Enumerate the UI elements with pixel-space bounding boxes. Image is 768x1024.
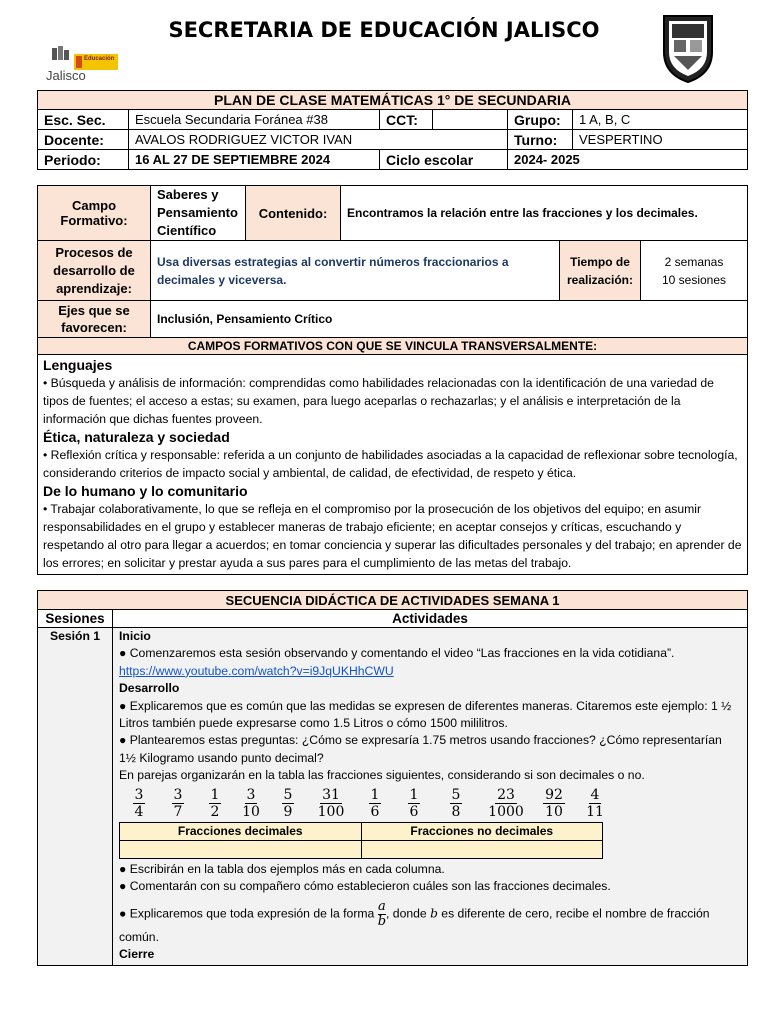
education-badge: Educación [84, 56, 115, 62]
fraction-numerator: 3 [173, 786, 183, 803]
inicio-heading: Inicio [119, 629, 151, 643]
extra-text-3 [119, 900, 741, 929]
extra-text-3-post: es diferente de cero, recibe el nombre de fracción [437, 906, 710, 921]
ciclo-label: Ciclo escolar [380, 150, 508, 170]
humano-text: • Trabajar colaborativamente, lo que se refleja en el compromiso por la prosecución de los objetivos del equipo; en asumir responsabilidades en el grupo y establecer maneras de trabajo eficiente; en aceptar consejos y críticas, escuchando y respetando al otro para llegar a acuerdos; en tomar conciencia y superar las dificultades personales y del trabajo; en aprender de los errores; en solicitar y prestar ayuda a sus pares para el cumplimiento de las metas del trabajo. [43, 502, 742, 570]
actividades-header: Actividades [113, 610, 748, 628]
fraction-item [119, 787, 159, 820]
plan-table [37, 90, 748, 170]
fraction-numerator: 1 [370, 786, 380, 803]
classification-table [119, 822, 603, 859]
extra-text-3-end: común. [119, 929, 159, 944]
fraction-denominator: 100 [317, 803, 345, 820]
turno-value: VESPERTINO [573, 130, 748, 150]
fraction-numerator: 31 [322, 786, 340, 803]
fraction-numerator: 23 [497, 786, 515, 803]
b-variable: b [430, 906, 438, 921]
etica-text: • Reflexión crítica y responsable: referida a un conjunto de habilidades asociadas a la capacidad de reflexionar sobre tecnología, considerando criterios de impacto social y ambiental, de calidad, de efectividad, de respeto y ética. [43, 448, 738, 480]
periodo-value: 16 AL 27 DE SEPTIEMBRE 2024 [129, 150, 380, 170]
tiempo-value [641, 241, 748, 301]
tiempo-label: Tiempo de realización: [560, 241, 641, 301]
desarrollo-text-3: En parejas organizarán en la tabla las fracciones siguientes, considerando si son decimales o no. [119, 768, 645, 783]
plan-title: PLAN DE CLASE MATEMÁTICAS 1° DE SECUNDARIA [38, 91, 748, 110]
a-over-b-fraction [378, 900, 386, 929]
inicio-text: ● Comenzaremos esta sesión observando y comentando el video “Las fracciones en la vida cotidiana”. [119, 646, 675, 661]
fraction-denominator: 9 [283, 803, 293, 820]
campo-table [37, 185, 748, 575]
fraction-item [575, 787, 615, 820]
periodo-label: Periodo: [38, 150, 129, 170]
session-label: Sesión 1 [38, 628, 113, 966]
grupo-label: Grupo: [508, 110, 573, 130]
fraction-item [159, 787, 197, 820]
session-activities [113, 628, 748, 966]
turno-label: Turno: [508, 130, 573, 150]
fraction-item [395, 787, 433, 820]
tiempo-weeks: 2 semanas [664, 254, 724, 269]
non-decimal-fractions-cell[interactable] [361, 841, 603, 859]
fraction-denominator: 10 [545, 803, 563, 820]
ciclo-value: 2024- 2025 [508, 150, 748, 170]
fraction-item [533, 787, 575, 820]
fraction-denominator: 10 [242, 803, 260, 820]
docente-value: AVALOS RODRIGUEZ VICTOR IVAN [129, 130, 508, 150]
contenido-label: Contenido: [246, 186, 341, 241]
tiempo-sessions: 10 sesiones [661, 272, 727, 287]
fraction-numerator: 5 [451, 786, 461, 803]
video-link[interactable]: https://www.youtube.com/watch?v=i9JqUKHhCWU [119, 663, 394, 678]
cct-value [433, 110, 508, 130]
fraction-item [479, 787, 533, 820]
fraction-denominator: 4 [134, 803, 144, 820]
desarrollo-text-2: ● Plantearemos estas preguntas: ¿Cómo se expresaría 1.75 metros usando fracciones? ¿Cómo representarían 1½ Kilogramo usando punto decimal? [119, 733, 722, 765]
fraction-numerator: 1 [409, 786, 419, 803]
procesos-label: Procesos de desarrollo de aprendizaje: [38, 241, 151, 301]
fraction-numerator: 4 [590, 786, 600, 803]
extra-text-2: ● Comentarán con su compañero cómo establecieron cuáles son las fracciones decimales. [119, 879, 611, 894]
decimal-fractions-cell[interactable] [120, 841, 362, 859]
fraction-denominator: 11 [586, 803, 604, 820]
procesos-value: Usa diversas estrategias al convertir números fraccionarios a decimales y viceversa. [151, 241, 560, 301]
contenido-value: Encontramos la relación entre las fracciones y los decimales. [341, 186, 748, 241]
fraction-denominator: 6 [409, 803, 419, 820]
lenguajes-title: Lenguajes [43, 357, 113, 373]
jalisco-wordmark: Jalisco [46, 68, 86, 83]
grupo-value: 1 A, B, C [573, 110, 748, 130]
secuencia-title: SECUENCIA DIDÁCTICA DE ACTIVIDADES SEMANA 1 [38, 591, 748, 610]
extra-text-3-pre: ● Explicaremos que toda expresión de la forma [119, 906, 378, 921]
extra-text-3-mid: , donde [386, 906, 431, 921]
campos-transversales-title: CAMPOS FORMATIVOS CON QUE SE VINCULA TRANSVERSALMENTE: [38, 338, 748, 355]
fraction-item [433, 787, 479, 820]
school-crest-icon [660, 12, 716, 84]
fraction-item [307, 787, 355, 820]
desarrollo-text-1: ● Explicaremos que es común que las medidas se expresen de diferentes maneras. Citaremos este ejemplo: 1 ½ Litros también puede expresarse como 1.5 Litros o cómo 1500 mililitros. [119, 698, 732, 731]
fraction-numerator: 3 [246, 786, 256, 803]
fraction-item [233, 787, 269, 820]
fraction-numerator: 1 [210, 786, 220, 803]
fraction-denominator: 2 [210, 803, 220, 820]
secuencia-table [37, 590, 748, 966]
cierre-heading: Cierre [119, 947, 155, 962]
fraction-denominator: 1000 [488, 803, 524, 820]
humano-title: De lo humano y lo comunitario [43, 483, 248, 499]
page-title: SECRETARIA DE EDUCACIÓN JALISCO [168, 18, 600, 42]
fraction-item [197, 787, 233, 820]
campo-value: Saberes y Pensamiento Científico [151, 186, 246, 241]
fraction-denominator: 6 [370, 803, 380, 820]
fraction-denominator: 8 [451, 803, 461, 820]
cct-label: CCT: [380, 110, 433, 130]
fraction-item [355, 787, 395, 820]
jalisco-logo [44, 44, 124, 92]
non-decimal-fractions-header: Fracciones no decimales [361, 822, 603, 840]
esc-value: Escuela Secundaria Foránea #38 [129, 110, 380, 130]
desarrollo-heading: Desarrollo [119, 681, 180, 696]
decimal-fractions-header: Fracciones decimales [120, 822, 362, 840]
fraction-numerator: 5 [283, 786, 293, 803]
fraction-denominator: 7 [173, 803, 183, 820]
fraction-item [269, 787, 307, 820]
extra-text-1: ● Escribirán en la tabla dos ejemplos más en cada columna. [119, 862, 445, 877]
fraction-b: b [377, 913, 387, 929]
lenguajes-text: • Búsqueda y análisis de información: comprendidas como habilidades relacionadas con la identificación de una variedad de tipos de fuentes; el acceso a estas; su examen, para luego aceparlas o rechazarlas; y el análisis e interpretación de la información que dichas fuentes proveen. [43, 376, 714, 426]
etica-title: Ética, naturaleza y sociedad [43, 429, 230, 445]
fraction-list [119, 787, 741, 820]
sesiones-header: Sesiones [38, 610, 113, 628]
ejes-value: Inclusión, Pensamiento Crítico [151, 301, 748, 338]
campo-label: Campo Formativo: [38, 186, 151, 241]
fraction-numerator: 92 [545, 786, 563, 803]
campos-transversales-body [38, 355, 748, 575]
esc-label: Esc. Sec. [38, 110, 129, 130]
ejes-label: Ejes que se favorecen: [38, 301, 151, 338]
fraction-numerator: 3 [134, 786, 144, 803]
docente-label: Docente: [38, 130, 129, 150]
fraction-a: a [377, 898, 386, 914]
